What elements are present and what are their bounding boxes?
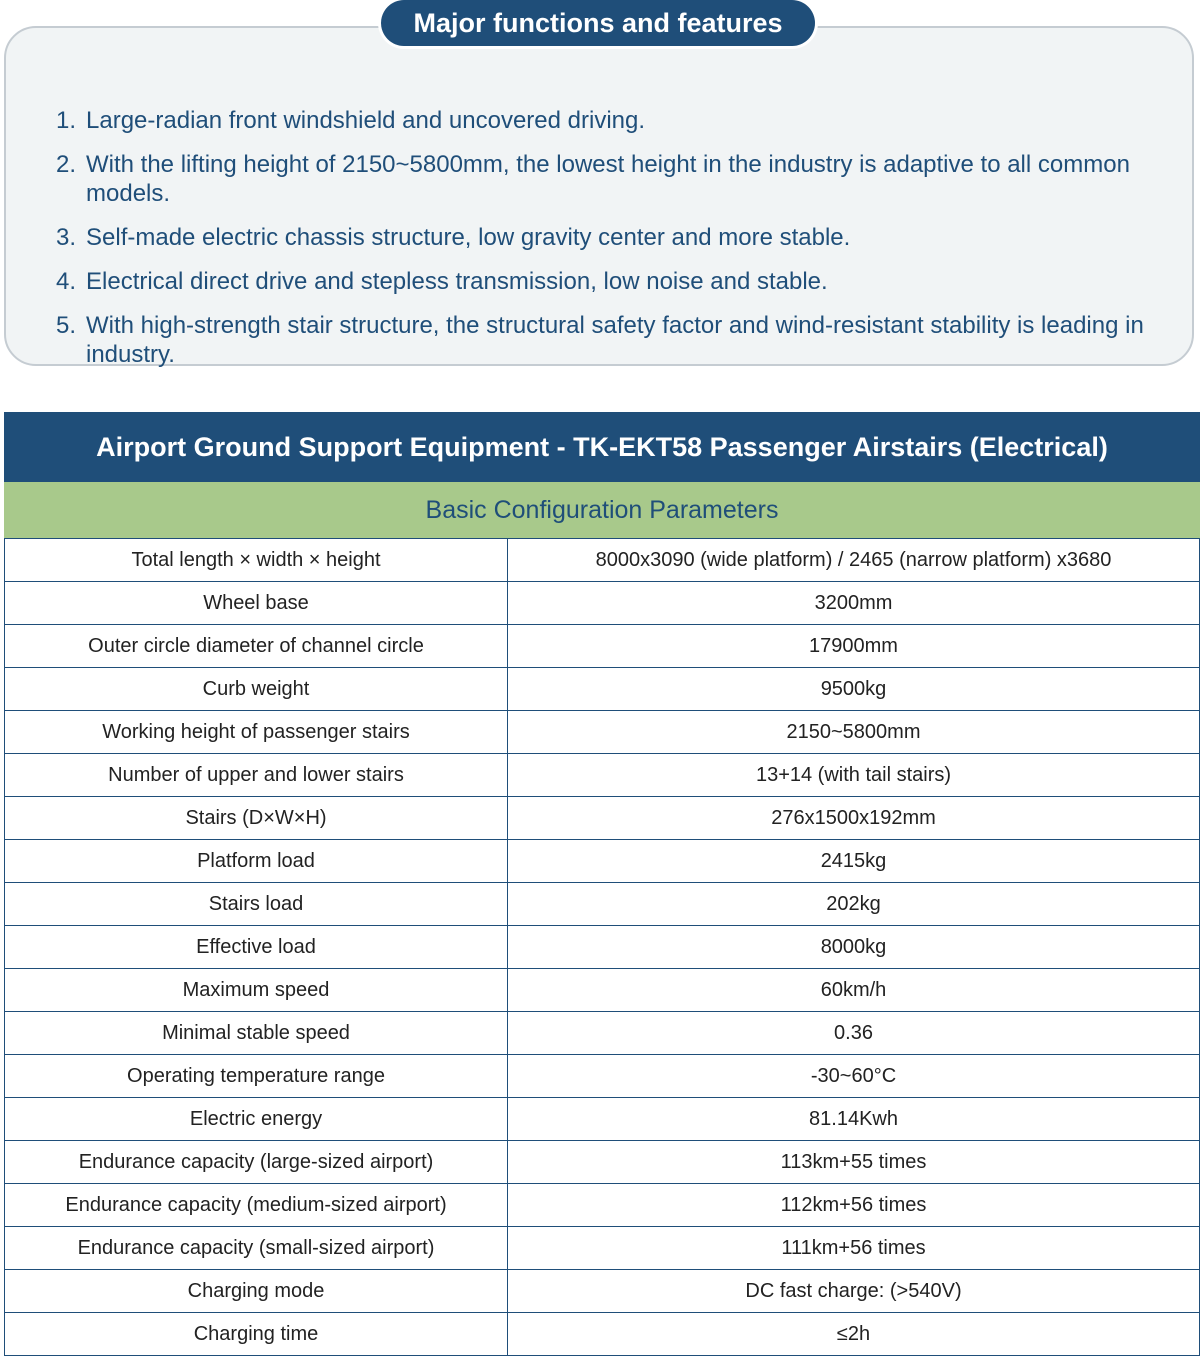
spec-table-title: Airport Ground Support Equipment - TK-EKT58 Passenger Airstairs (Electrical)	[4, 412, 1200, 482]
features-panel	[4, 26, 1194, 366]
param-name-cell: Endurance capacity (large-sized airport)	[5, 1141, 508, 1184]
feature-text: Large-radian front windshield and uncovered driving.	[86, 107, 646, 134]
param-name-cell: Charging mode	[5, 1270, 508, 1313]
table-row	[5, 926, 1200, 969]
param-value-cell: 202kg	[508, 883, 1200, 926]
table-row	[5, 1055, 1200, 1098]
param-value-cell: 2415kg	[508, 840, 1200, 883]
table-row	[5, 1270, 1200, 1313]
feature-number: 4.	[56, 268, 77, 295]
param-value-cell: 2150~5800mm	[508, 711, 1200, 754]
param-name-cell: Endurance capacity (small-sized airport)	[5, 1227, 508, 1270]
param-value-cell: 17900mm	[508, 625, 1200, 668]
feature-number: 2.	[56, 151, 77, 178]
param-name-cell: Effective load	[5, 926, 508, 969]
features-list	[56, 106, 1176, 384]
param-name-cell: Stairs (D×W×H)	[5, 797, 508, 840]
param-name-cell: Working height of passenger stairs	[5, 711, 508, 754]
features-title: Major functions and features	[381, 0, 815, 46]
param-name-cell: Endurance capacity (medium-sized airport)	[5, 1184, 508, 1227]
feature-item	[56, 267, 1176, 296]
param-value-cell: 111km+56 times	[508, 1227, 1200, 1270]
feature-item	[56, 150, 1176, 208]
param-value-cell: 8000x3090 (wide platform) / 2465 (narrow platform) x3680	[508, 539, 1200, 582]
feature-text: Self-made electric chassis structure, low gravity center and more stable.	[86, 224, 851, 251]
table-row	[5, 668, 1200, 711]
table-row	[5, 754, 1200, 797]
table-row	[5, 1141, 1200, 1184]
param-name-cell: Electric energy	[5, 1098, 508, 1141]
param-value-cell: ≤2h	[508, 1313, 1200, 1356]
param-value-cell: 113km+55 times	[508, 1141, 1200, 1184]
feature-text: With the lifting height of 2150~5800mm, the lowest height in the industry is adaptive to all common models.	[86, 151, 1130, 207]
param-value-cell: 3200mm	[508, 582, 1200, 625]
param-value-cell: 112km+56 times	[508, 1184, 1200, 1227]
param-name-cell: Curb weight	[5, 668, 508, 711]
param-value-cell: 0.36	[508, 1012, 1200, 1055]
feature-item	[56, 223, 1176, 252]
table-row	[5, 840, 1200, 883]
param-name-cell: Wheel base	[5, 582, 508, 625]
param-name-cell: Operating temperature range	[5, 1055, 508, 1098]
feature-item	[56, 106, 1176, 135]
param-name-cell: Charging time	[5, 1313, 508, 1356]
param-name-cell: Stairs load	[5, 883, 508, 926]
spec-table-subtitle: Basic Configuration Parameters	[4, 482, 1200, 538]
spec-table	[4, 538, 1200, 1356]
table-row	[5, 1313, 1200, 1356]
table-row	[5, 625, 1200, 668]
feature-text: Electrical direct drive and stepless transmission, low noise and stable.	[86, 268, 828, 295]
table-row	[5, 582, 1200, 625]
feature-text: With high-strength stair structure, the structural safety factor and wind-resistant stability is leading in industry.	[86, 312, 1144, 368]
param-value-cell: -30~60°C	[508, 1055, 1200, 1098]
table-row	[5, 969, 1200, 1012]
feature-number: 5.	[56, 312, 77, 339]
table-row	[5, 797, 1200, 840]
param-value-cell: 8000kg	[508, 926, 1200, 969]
table-row	[5, 1184, 1200, 1227]
table-row	[5, 1012, 1200, 1055]
param-value-cell: 276x1500x192mm	[508, 797, 1200, 840]
param-value-cell: 9500kg	[508, 668, 1200, 711]
table-row	[5, 539, 1200, 582]
table-row	[5, 711, 1200, 754]
feature-number: 1.	[56, 107, 77, 134]
table-row	[5, 1098, 1200, 1141]
table-row	[5, 883, 1200, 926]
param-name-cell: Outer circle diameter of channel circle	[5, 625, 508, 668]
param-value-cell: 81.14Kwh	[508, 1098, 1200, 1141]
param-value-cell: DC fast charge: (>540V)	[508, 1270, 1200, 1313]
param-name-cell: Maximum speed	[5, 969, 508, 1012]
param-name-cell: Platform load	[5, 840, 508, 883]
param-name-cell: Number of upper and lower stairs	[5, 754, 508, 797]
table-row	[5, 1227, 1200, 1270]
param-value-cell: 60km/h	[508, 969, 1200, 1012]
feature-item	[56, 311, 1176, 369]
param-name-cell: Minimal stable speed	[5, 1012, 508, 1055]
param-value-cell: 13+14 (with tail stairs)	[508, 754, 1200, 797]
param-name-cell: Total length × width × height	[5, 539, 508, 582]
feature-number: 3.	[56, 224, 77, 251]
